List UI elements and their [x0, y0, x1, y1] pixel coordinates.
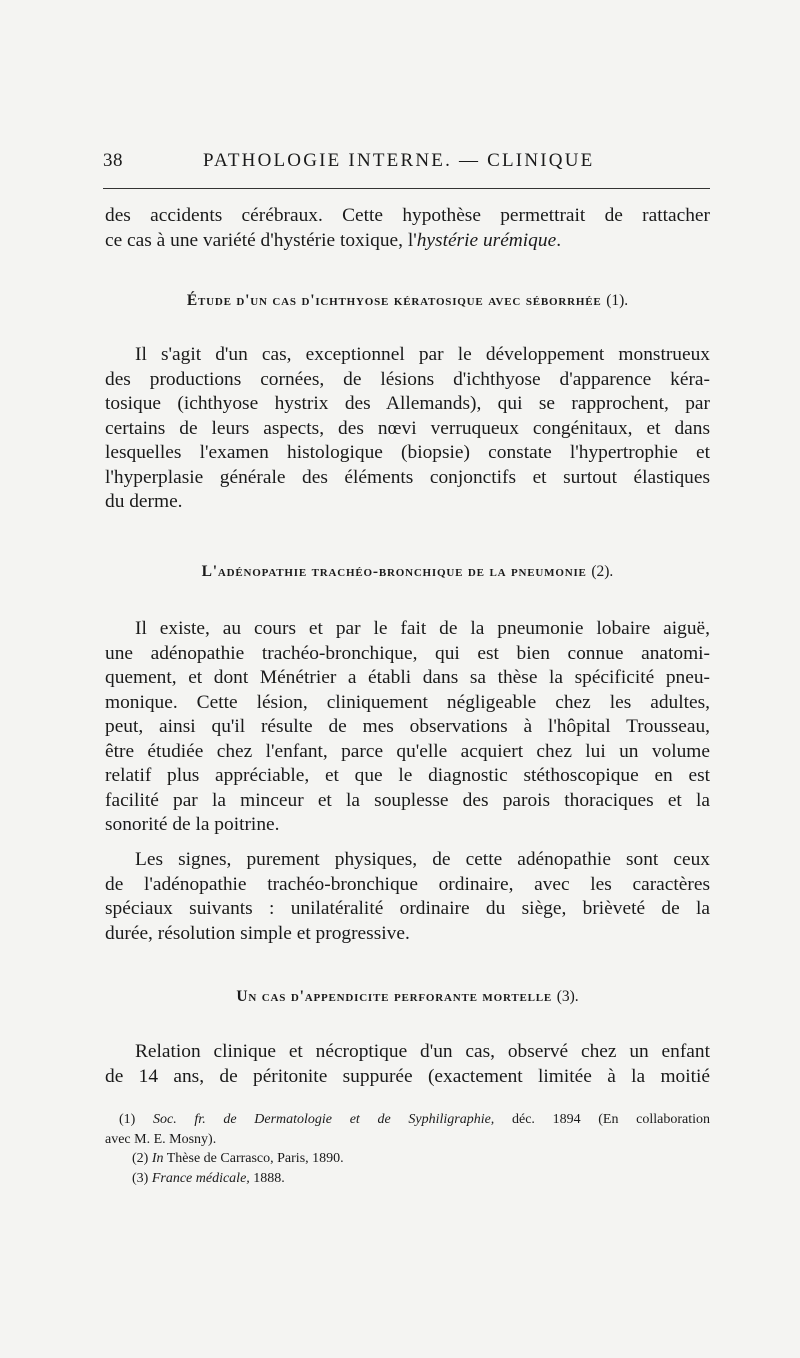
footnote-2: (2) In Thèse de Carrasco, Paris, 1890.: [132, 1151, 344, 1166]
text-line: de l'adénopathie trachéo-bronchique ordinaire, avec les caractères: [105, 873, 710, 895]
text-line: du derme.: [105, 491, 183, 512]
paragraph-ichthyose: [105, 343, 710, 515]
text-line: des productions cornées, de lésions d'ichthyose d'apparence kéra-: [105, 368, 710, 390]
footnote-3: (3) France médicale, 1888.: [132, 1170, 285, 1186]
text-line: Il existe, au cours et par le fait de la pneumonie lobaire aiguë,: [135, 618, 710, 639]
text-line: de 14 ans, de péritonite suppurée (exactement limitée à la moitié: [105, 1065, 710, 1087]
text-line: une adénopathie trachéo-bronchique, qui est bien connue anatomi-: [105, 642, 710, 664]
paragraph-adenopathie-2: [105, 848, 710, 946]
footnote-ref: (3).: [556, 988, 579, 1005]
text-line: lesquelles l'examen histologique (biopsie) constate l'hypertrophie et: [105, 442, 710, 463]
footnote-ref: (2).: [591, 563, 614, 580]
footnote-ref: (1).: [606, 292, 629, 309]
continuation-paragraph: [105, 204, 710, 253]
text-line: Relation clinique et nécroptique d'un cas, observé chez un enfant: [135, 1041, 710, 1062]
text-line: être étudiée chez l'enfant, parce qu'elle acquiert chez lui un volume: [105, 740, 710, 762]
text-line: monique. Cette lésion, cliniquement négligeable chez les adultes,: [105, 691, 710, 713]
text-line: ce cas à une variété d'hystérie toxique, l'hystérie urémique.: [105, 229, 562, 251]
text-line: des accidents cérébraux. Cette hypothèse permettrait de rattacher: [105, 205, 710, 226]
page-header: [103, 150, 713, 180]
text-line: relatif plus appréciable, et que le diagnostic stéthoscopique en est: [105, 765, 710, 786]
text-line: Il s'agit d'un cas, exceptionnel par le développement monstrueux: [135, 344, 710, 365]
paragraph-appendicite: [105, 1040, 710, 1089]
text-line: Les signes, purement physiques, de cette adénopathie sont ceux: [135, 849, 710, 870]
text-line: durée, résolution simple et progressive.: [105, 922, 410, 944]
page-number: 38: [103, 150, 123, 171]
footnotes: [105, 1110, 710, 1188]
section-heading-ichthyose: Étude d'un cas d'ichthyose kératosique avec séborrhée (1).: [186, 292, 629, 309]
italic-term: hystérie urémique: [416, 229, 557, 251]
text-line: l'hyperplasie générale des éléments conjonctifs et surtout élastiques: [105, 466, 710, 488]
header-rule: [103, 188, 710, 189]
text-line: sonorité de la poitrine.: [105, 814, 280, 835]
text-line: peut, ainsi qu'il résulte de mes observations à l'hôpital Trousseau,: [105, 716, 710, 737]
text-line: tosique (ichthyose hystrix des Allemands), qui se rapprochent, par: [105, 393, 710, 414]
text-line: quement, et dont Ménétrier a établi dans sa thèse la spécificité pneu-: [105, 667, 710, 688]
section-heading-adenopathie: L'adénopathie trachéo-bronchique de la pneumonie (2).: [201, 563, 614, 580]
text-line: facilité par la minceur et la souplesse des parois thoraciques et la: [105, 789, 710, 811]
footnote-1-continued: avec M. E. Mosny).: [105, 1131, 217, 1147]
text-line: certains de leurs aspects, des nœvi verruqueux congénitaux, et dans: [105, 417, 710, 439]
text-line: spéciaux suivants : unilatéralité ordinaire du siège, brièveté de la: [105, 898, 710, 919]
paragraph-adenopathie-1: [105, 617, 710, 838]
section-heading-appendicite: Un cas d'appendicite perforante mortelle (3).: [236, 988, 579, 1005]
running-title: PATHOLOGIE INTERNE. — CLINIQUE: [203, 150, 595, 171]
footnote-1: (1) Soc. fr. de Dermatologie et de Syphiligraphie, déc. 1894 (En collaboration: [119, 1112, 711, 1127]
